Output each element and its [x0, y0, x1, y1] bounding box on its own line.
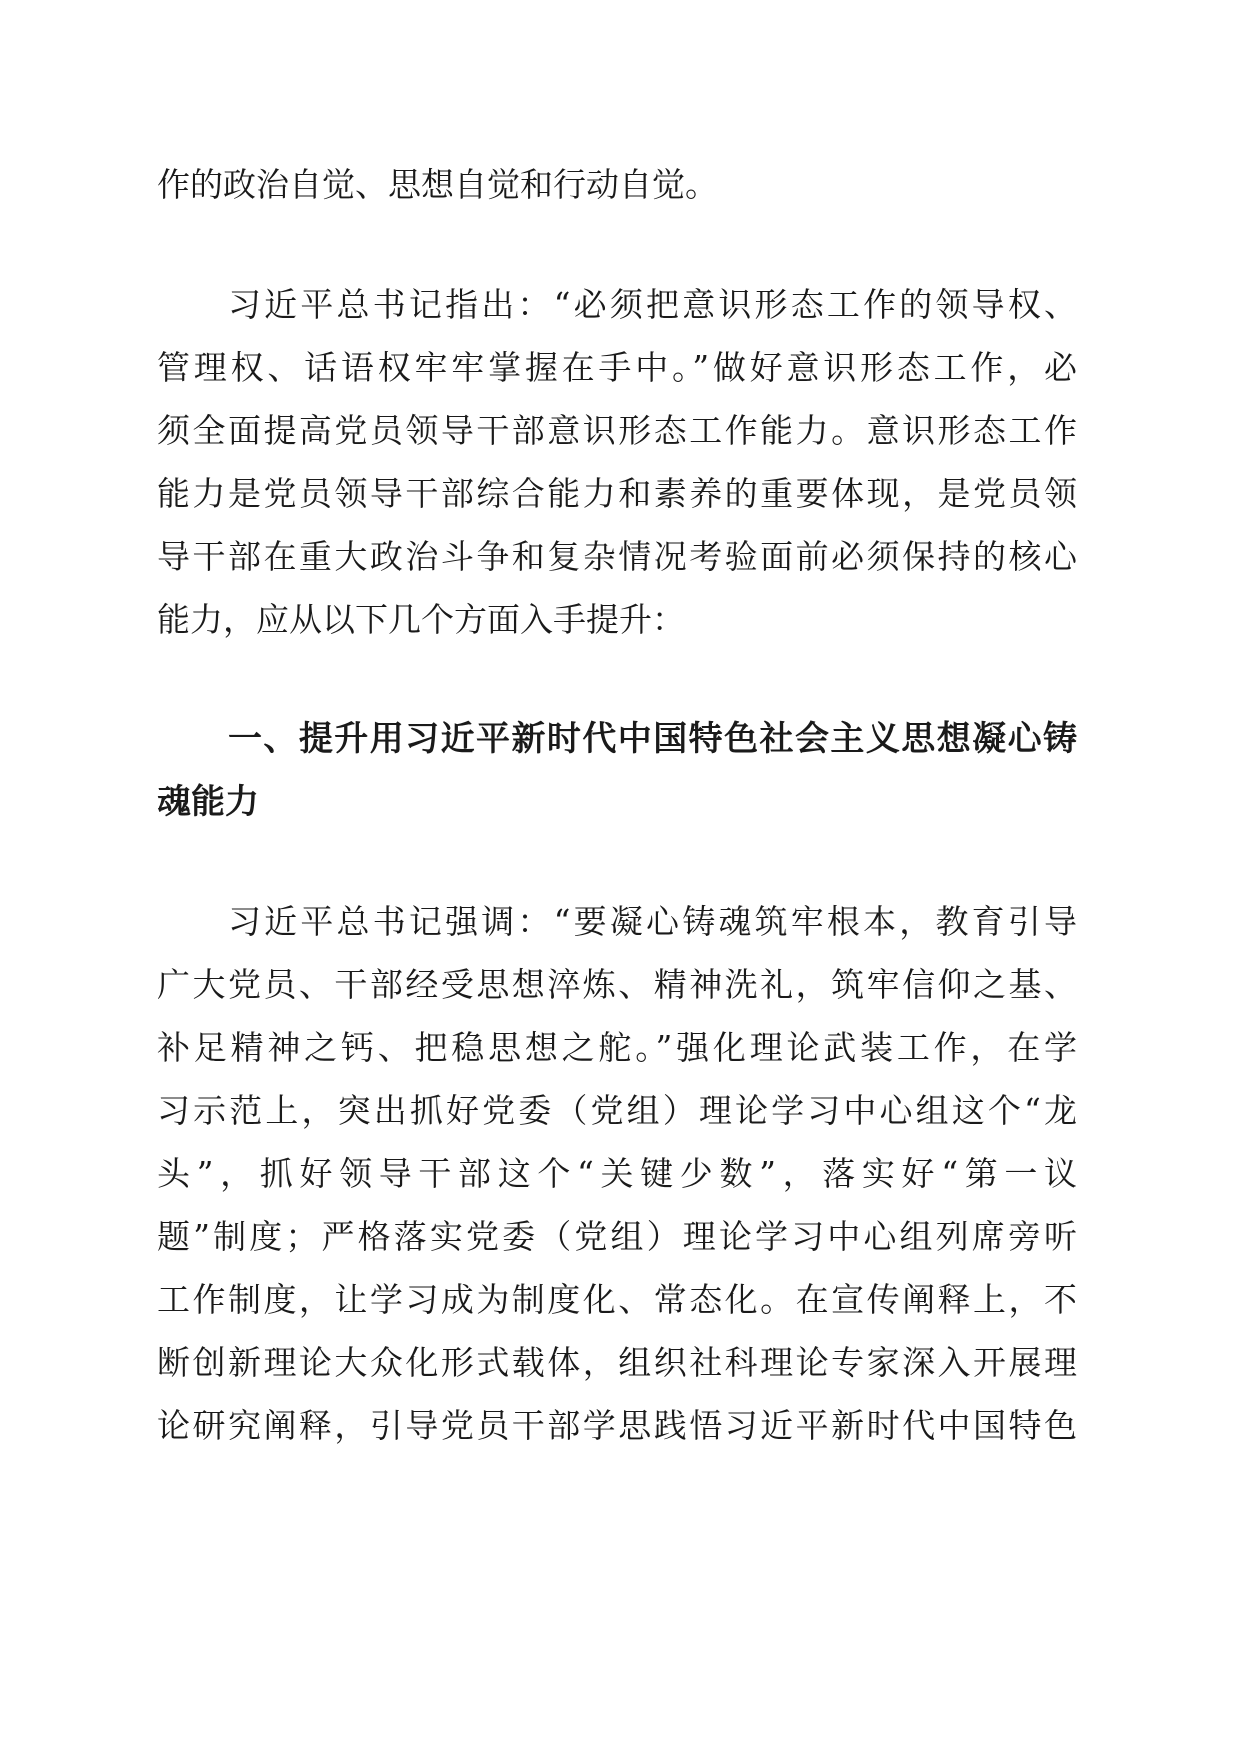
paragraph-1-line-1: 作的政治自觉、思想自觉和行动自觉。	[157, 165, 718, 204]
paragraph-2-line-4: 能力是党员领导干部综合能力和素养的重要体现，是党员领	[157, 474, 1077, 513]
paragraph-3-line-5: 头”，抓好领导干部这个“关键少数”，落实好“第一议	[157, 1154, 1077, 1193]
paragraph-3-line-2: 广大党员、干部经受思想淬炼、精神洗礼，筑牢信仰之基、	[157, 965, 1077, 1004]
paragraph-3-line-3: 补足精神之钙、把稳思想之舵。”强化理论武装工作，在学	[157, 1028, 1077, 1067]
paragraph-2-line-3: 须全面提高党员领导干部意识形态工作能力。意识形态工作	[157, 411, 1077, 450]
paragraph-3-line-8: 断创新理论大众化形式载体，组织社科理论专家深入开展理	[157, 1343, 1077, 1382]
paragraph-3-line-4: 习示范上，突出抓好党委（党组）理论学习中心组这个“龙	[157, 1091, 1077, 1130]
paragraph-2-line-2: 管理权、话语权牢牢掌握在手中。”做好意识形态工作，必	[157, 348, 1077, 387]
paragraph-3-line-7: 工作制度，让学习成为制度化、常态化。在宣传阐释上，不	[157, 1280, 1077, 1319]
paragraph-2-line-1: 习近平总书记指出：“必须把意识形态工作的领导权、	[228, 285, 1077, 324]
paragraph-3-line-9: 论研究阐释，引导党员干部学思践悟习近平新时代中国特色	[157, 1406, 1077, 1445]
paragraph-3-line-6: 题”制度；严格落实党委（党组）理论学习中心组列席旁听	[157, 1217, 1077, 1256]
section-heading-line-1: 一、提升用习近平新时代中国特色社会主义思想凝心铸	[228, 719, 1077, 759]
paragraph-2-line-6: 能力，应从以下几个方面入手提升：	[157, 600, 685, 639]
section-heading-line-2: 魂能力	[157, 782, 259, 822]
paragraph-3-line-1: 习近平总书记强调：“要凝心铸魂筑牢根本，教育引导	[228, 902, 1077, 941]
paragraph-2-line-5: 导干部在重大政治斗争和复杂情况考验面前必须保持的核心	[157, 537, 1077, 576]
